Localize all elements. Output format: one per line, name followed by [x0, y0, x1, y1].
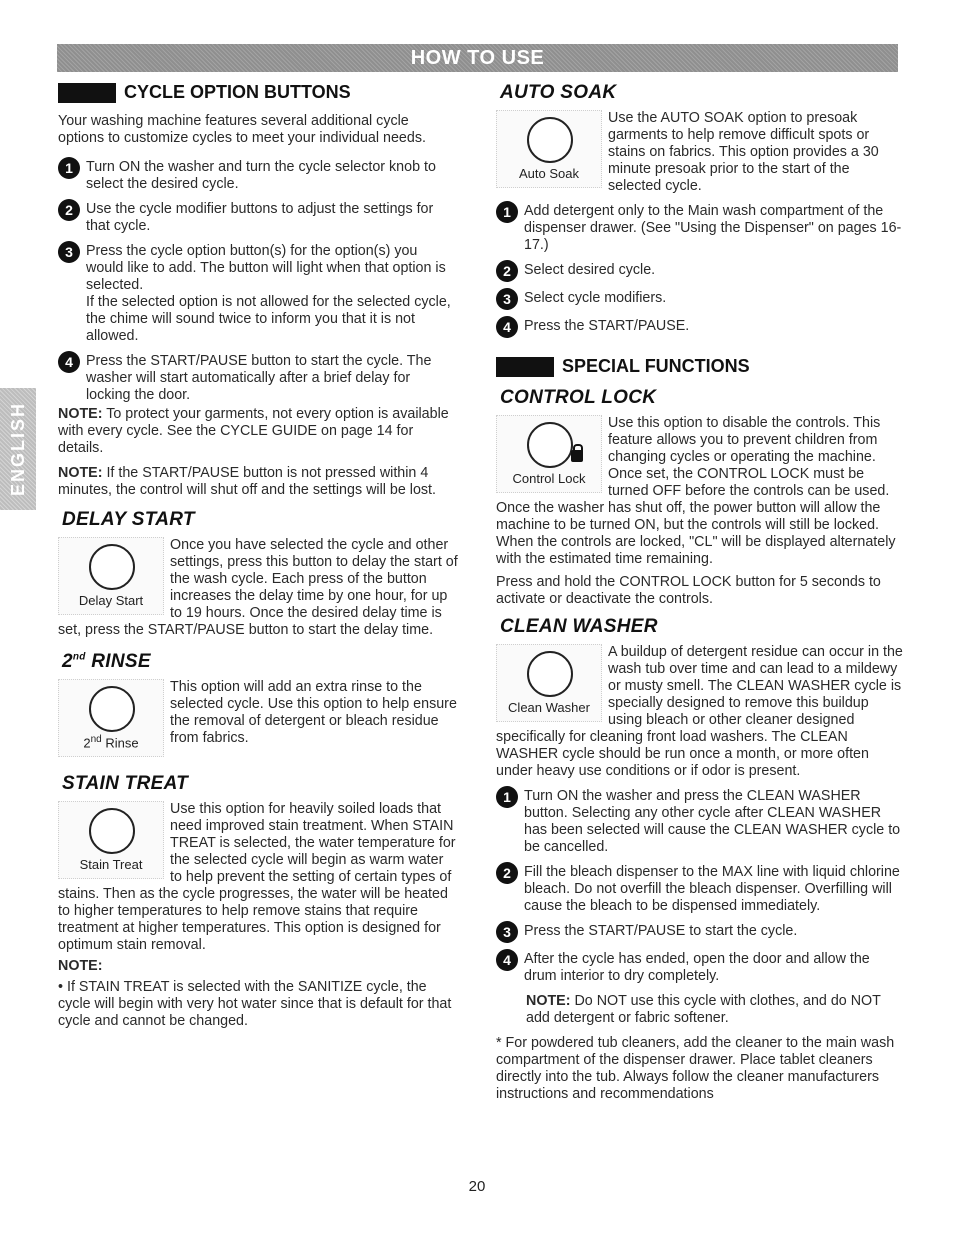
language-tab-label: ENGLISH: [7, 401, 28, 496]
delay-start-button[interactable]: Delay Start: [58, 537, 164, 615]
heading-bar: [58, 83, 116, 103]
cycle-option-heading: CYCLE OPTION BUTTONS: [58, 82, 458, 103]
rinse-heading: 2nd RINSE: [62, 651, 151, 672]
delay-start-circle-icon: [89, 544, 135, 590]
soak-step-3: 3 Select cycle modifiers.: [496, 290, 904, 310]
auto-soak-circle-icon: [527, 117, 573, 163]
left-column: [58, 80, 458, 1030]
cycle-step-3: 3 Press the cycle option button(s) for the option(s) you would like to add. The button will light when that option is selected. If the selected option is not allowed for the selected cycle, the chime will sound twice to inform you that it is not allowed.: [58, 243, 458, 345]
step-number-icon: 3: [58, 241, 80, 263]
rinse-button[interactable]: 2nd Rinse: [58, 679, 164, 757]
clean-step-2: 2 Fill the bleach dispenser to the MAX line with liquid chlorine bleach. Do not overfill the bleach dispenser. Overfilling will cause the bleach to be dispensed immediately.: [496, 864, 904, 915]
clean-step-1: 1 Turn ON the washer and press the CLEAN WASHER button. Selecting any other cycle after CLEAN WASHER has been selected will cause the CLEAN WASHER cycle to be cancelled.: [496, 788, 904, 856]
cycle-step-4: 4 Press the START/PAUSE button to start the cycle. The washer will start automatically after a brief delay for locking the door.: [58, 353, 458, 404]
clean-washer-heading: CLEAN WASHER: [500, 616, 658, 637]
clean-step-3: 3 Press the START/PAUSE to start the cycle.: [496, 923, 904, 943]
control-lock-heading: CONTROL LOCK: [500, 387, 657, 408]
lock-icon: [571, 450, 583, 462]
page-number: 20: [468, 1178, 486, 1195]
soak-step-4: 4 Press the START/PAUSE.: [496, 318, 904, 338]
delay-start-block: Delay Start Once you have selected the cycle and other settings, press this button to delay the start of the wash cycle. Each press of the button increases the delay time by one hour, for up to 19 hours. Once the desired delay time is set, press the START/PAUSE button to start the delay time.: [58, 537, 458, 638]
cycle-note-2: NOTE: If the START/PAUSE button is not pressed within 4 minutes, the control will shut off and the settings will be lost.: [58, 465, 437, 498]
clean-step-4: 4 After the cycle has ended, open the door and allow the drum interior to dry completely.: [496, 951, 904, 985]
step-number-icon: 2: [496, 862, 518, 884]
clean-washer-circle-icon: [527, 651, 573, 697]
cycle-step-2: 2 Use the cycle modifier buttons to adjust the settings for that cycle.: [58, 201, 458, 235]
control-lock-button[interactable]: Control Lock: [496, 415, 602, 493]
stain-treat-circle-icon: [89, 808, 135, 854]
step-number-icon: 4: [58, 351, 80, 373]
auto-soak-block: Auto Soak Use the AUTO SOAK option to presoak garments to help remove difficult spots or stains on fabrics. This option provides a 30 minute presoak prior to the start of the selected cycle.: [496, 110, 904, 195]
stain-treat-heading: STAIN TREAT: [62, 773, 189, 794]
rinse-block: 2nd Rinse This option will add an extra rinse to the selected cycle. Use this option to help ensure the removal of detergent or bleach residue from fabrics.: [58, 679, 458, 759]
step-number-icon: 3: [496, 921, 518, 943]
control-lock-circle-icon: [527, 422, 573, 468]
clean-washer-note: NOTE: Do NOT use this cycle with clothes, and do NOT add detergent or fabric softener.: [526, 993, 881, 1026]
stain-treat-button[interactable]: Stain Treat: [58, 801, 164, 879]
clean-washer-footnote: * For powdered tub cleaners, add the cleaner to the main wash compartment of the dispenser drawer. Place tablet cleaners directly into the tub. Always follow the cleaner manufacturers instructions and recommendations: [496, 1035, 895, 1102]
step-number-icon: 2: [496, 260, 518, 282]
control-lock-block: Control Lock Use this option to disable the controls. This feature allows you to prevent children from changing cycles or operating the machine. Once set, the CONTROL LOCK must be turned OFF before the controls can be used. Once the washer has shut off, the power button will allow the machine to be turned ON, but the controls will still be locked. When the controls are locked, "CL" will be displayed alternately with the estimated time remaining.: [496, 415, 896, 567]
stain-treat-bullet: • If STAIN TREAT is selected with the SANITIZE cycle, the cycle will begin with very hot water since that is default for that cycle and cannot be changed.: [58, 979, 452, 1029]
cycle-step-1: 1 Turn ON the washer and turn the cycle selector knob to select the desired cycle.: [58, 159, 458, 193]
step-number-icon: 4: [496, 949, 518, 971]
soak-step-1: 1 Add detergent only to the Main wash compartment of the dispenser drawer. (See "Using the Dispenser" on pages 16-17.): [496, 203, 904, 254]
step-number-icon: 4: [496, 316, 518, 338]
auto-soak-heading: AUTO SOAK: [500, 82, 617, 103]
clean-washer-block: Clean Washer A buildup of detergent residue can occur in the wash tub over time and can lead to a mildewy or musty smell. The CLEAN WASHER cycle is specially designed to remove this buildup using bleach or other cleaner designed specifically for cleaning front load washers. The CLEAN WASHER cycle should be run once a month, or more often under heavy use conditions or if odor is present.: [496, 644, 903, 779]
step-number-icon: 1: [496, 201, 518, 223]
right-column: [496, 80, 904, 1103]
step-number-icon: 2: [58, 199, 80, 221]
language-tab: [0, 388, 36, 510]
delay-start-heading: DELAY START: [62, 509, 195, 530]
cycle-option-intro: Your washing machine features several additional cycle options to customize cycles to meet your individual needs.: [58, 113, 426, 146]
cycle-note-1: NOTE: To protect your garments, not every option is available with every cycle. See the CYCLE GUIDE on page 14 for details.: [58, 406, 449, 456]
heading-bar: [496, 357, 554, 377]
rinse-circle-icon: [89, 686, 135, 732]
special-functions-heading: SPECIAL FUNCTIONS: [496, 356, 904, 377]
step-number-icon: 1: [496, 786, 518, 808]
auto-soak-button[interactable]: Auto Soak: [496, 110, 602, 188]
clean-washer-button[interactable]: Clean Washer: [496, 644, 602, 722]
control-lock-instruction: Press and hold the CONTROL LOCK button for 5 seconds to activate or deactivate the controls.: [496, 574, 881, 607]
step-number-icon: 3: [496, 288, 518, 310]
soak-step-2: 2 Select desired cycle.: [496, 262, 904, 282]
section-banner: HOW TO USE: [57, 44, 898, 72]
stain-treat-block: Stain Treat Use this option for heavily soiled loads that need improved stain treatment. When STAIN TREAT is selected, the water temperature for the selected cycle will begin as warm water to help prevent the setting of certain types of stains. Then as the cycle progresses, the water will be heated to higher temperatures to help remove stains that require treatment at higher temperatures. This option is designed for optimum stain removal.: [58, 801, 456, 953]
step-number-icon: 1: [58, 157, 80, 179]
stain-treat-note-label: NOTE:: [58, 958, 103, 974]
